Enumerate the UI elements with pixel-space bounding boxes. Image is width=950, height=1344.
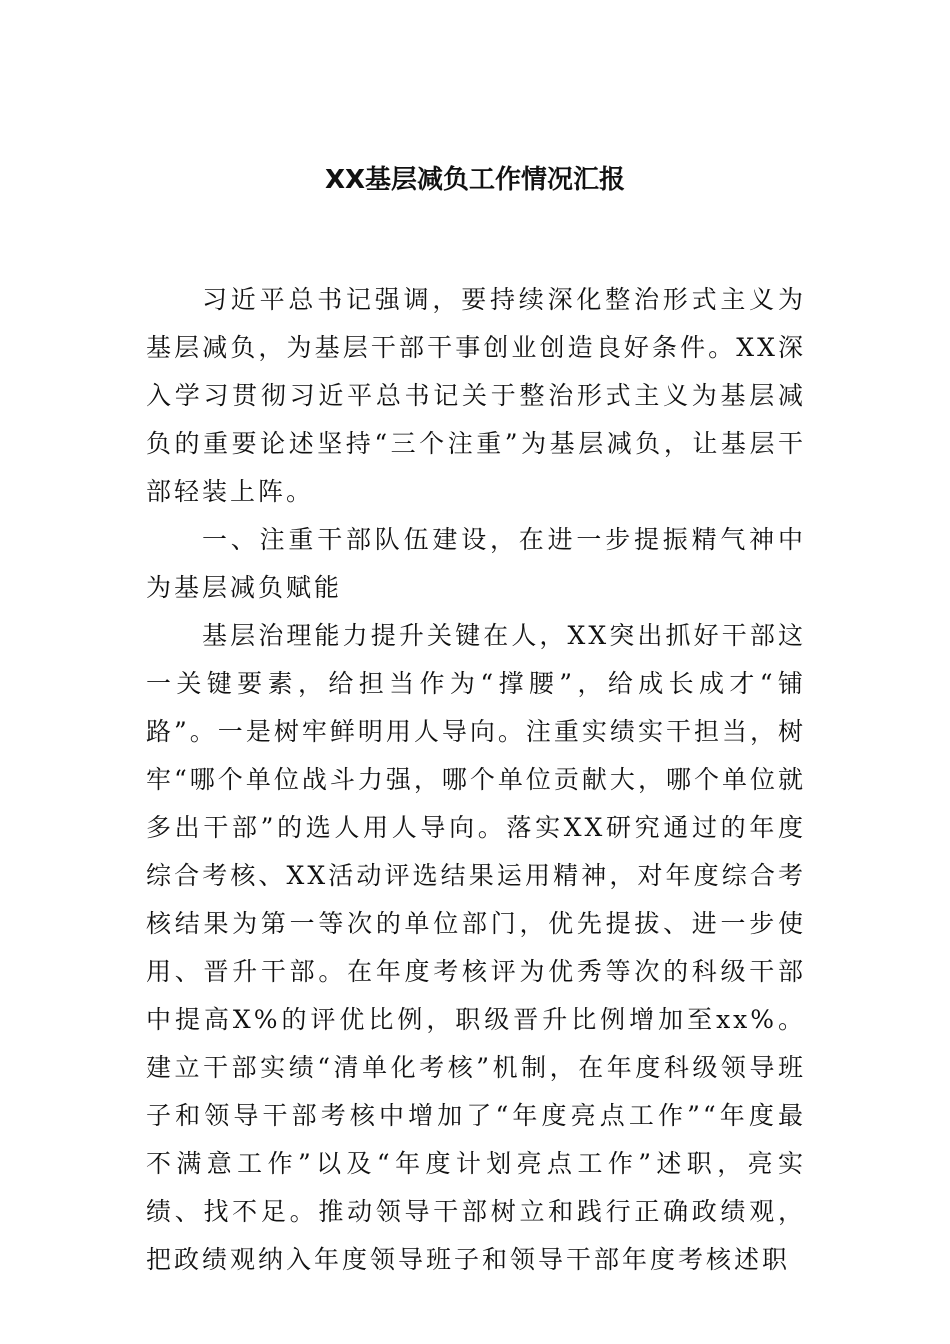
paragraph-intro: 习近平总书记强调，要持续深化整治形式主义为基层减负，为基层干部干事创业创造良好条件。XX深入学习贯彻习近平总书记关于整治形式主义为基层减负的重要论述坚持“三个注重”为基层减负，让基层干部轻装上阵。 — [146, 285, 806, 506]
paragraph-body: 基层治理能力提升关键在人，XX突出抓好干部这一关键要素，给担当作为“撑腰”，给成长成才“铺路”。一是树牢鲜明用人导向。注重实绩实干担当，树牢“哪个单位战斗力强，哪个单位贡献大，哪个单位就多出干部”的选人用人导向。落实XX研究通过的年度综合考核、XX活动评选结果运用精神，对年度综合考核结果为第一等次的单位部门，优先提拔、进一步使用、晋升干部。在年度考核评为优秀等次的科级干部中提高X%的评优比例，职级晋升比例增加至xx%。建立干部实绩“清单化考核”机制，在年度科级领导班子和领导干部考核中增加了“年度亮点工作”“年度最不满意工作”以及“年度计划亮点工作”述职，亮实绩、找不足。推动领导干部树立和践行正确政绩观，把政绩观纳入年度领导班子和领导干部年度考核述职 — [146, 621, 806, 1274]
document-title: XX基层减负工作情况汇报 — [324, 165, 626, 195]
document-body — [146, 276, 806, 1284]
section-heading: 一、注重干部队伍建设，在进一步提振精气神中为基层减负赋能 — [146, 525, 806, 602]
